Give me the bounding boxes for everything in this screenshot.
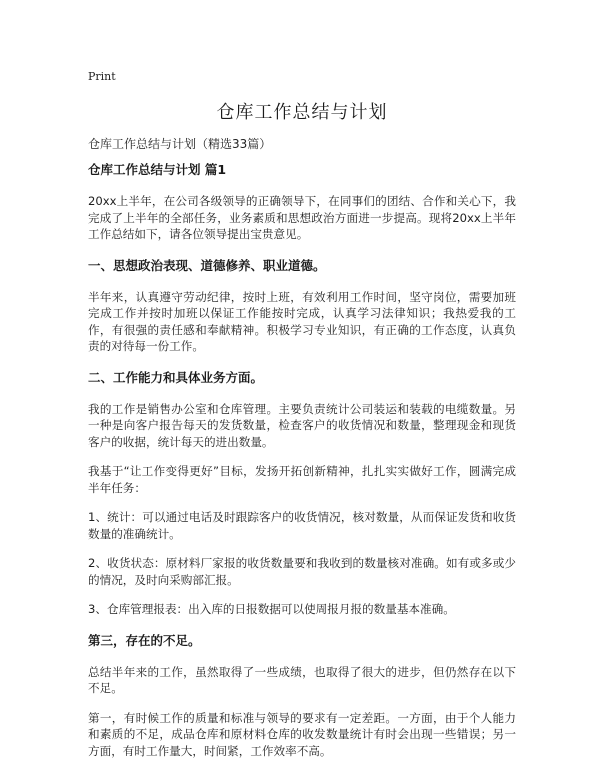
page-title: 仓库工作总结与计划	[216, 102, 388, 123]
section-1-heading: 一、思想政治表现、道德修养、职业道德。	[88, 257, 326, 273]
document-page	[88, 66, 516, 759]
subtitle: 仓库工作总结与计划（精选33篇）	[88, 137, 272, 151]
section-2-heading: 二、工作能力和具体业务方面。	[88, 369, 264, 385]
section-2-paragraph: 我的工作是销售办公室和仓库管理。主要负责统计公司装运和装载的电缆数量。另一种是向客户报告每天的发货数量，检查客户的收货情况和数量，整理现金和现货客户的收据，统计每天的进出数量。	[88, 401, 516, 449]
section-3-paragraph-2: 第一，有时候工作的质量和标准与领导的要求有一定差距。一方面，由于个人能力和素质的不足，成品仓库和原材料仓库的收发数量统计有时会出现一些错误；另一方面，有时工作量大，时间紧，工作效率不高。	[88, 710, 516, 758]
section-3-paragraph: 总结半年来的工作，虽然取得了一些成绩，也取得了很大的进步，但仍然存在以下不足。	[88, 664, 516, 695]
article-heading: 仓库工作总结与计划 篇1	[88, 162, 227, 177]
section-3-heading: 第三，存在的不足。	[88, 632, 201, 648]
print-link[interactable]: Print	[88, 70, 116, 83]
intro-paragraph: 20xx上半年，在公司各级领导的正确领导下，在同事们的团结、合作和关心下，我完成了上半年的全部任务，业务素质和思想政治方面进一步提高。现将20xx上半年工作总结如下，请各位领导提出宝贵意见。	[88, 194, 516, 241]
list-item: 1、统计：可以通过电话及时跟踪客户的收货情况，核对数量，从而保证发货和收货数量的准确统计。	[88, 510, 516, 541]
section-2-paragraph-2: 我基于“让工作变得更好”目标，发扬开拓创新精神，扎扎实实做好工作，圆满完成半年任务：	[88, 464, 516, 495]
section-1-paragraph: 半年来，认真遵守劳动纪律，按时上班，有效利用工作时间，坚守岗位，需要加班完成工作并按时加班以保证工作能按时完成，认真学习法律知识；我热爱我的工作，有很强的责任感和奉献精神。积极学习专业知识，有正确的工作态度，认真负责的对待每一份工作。	[88, 289, 516, 353]
list-item: 3、仓库管理报表：出入库的日报数据可以使周报月报的数量基本准确。	[88, 602, 455, 616]
list-item: 2、收货状态：原材料厂家报的收货数量要和我收到的数量核对准确。如有或多或少的情况，及时向采购部汇报。	[88, 556, 516, 587]
